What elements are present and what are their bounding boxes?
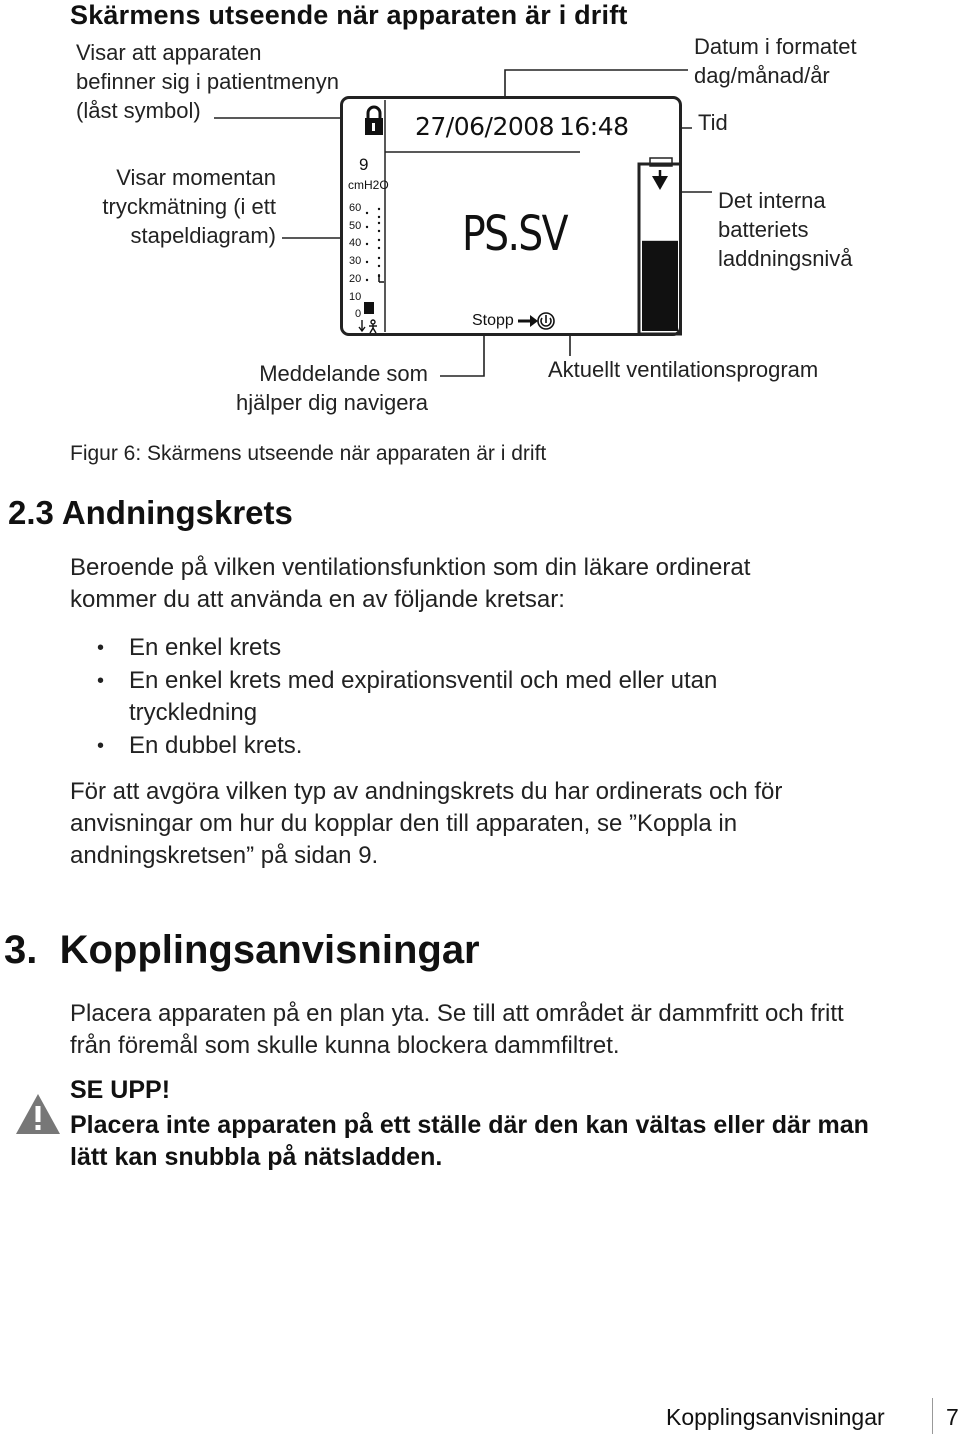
warning-title: SE UPP! xyxy=(70,1076,171,1104)
callout-time: Tid xyxy=(698,110,728,135)
callout-date-line: Datum i formatet xyxy=(694,34,857,59)
callout-battery-line: laddningsnivå xyxy=(718,246,853,271)
list-item-text: En enkel krets med expirationsventil och med eller utan tryckledning xyxy=(129,667,718,726)
scale-tick: 50 xyxy=(349,220,362,232)
stop-arrow-icon xyxy=(518,315,538,327)
screen-pressure-value: 9 xyxy=(359,155,369,174)
scale-tick: 40 xyxy=(349,237,362,249)
battery-gauge xyxy=(639,158,681,334)
footer-label: Kopplingsanvisningar xyxy=(666,1404,885,1430)
paragraph-line: För att avgöra vilken typ av andningskrets du har ordinerats och för xyxy=(70,778,783,805)
callout-pressure-line: Visar momentan xyxy=(116,165,276,190)
callout-battery-line: batteriets xyxy=(718,217,809,242)
figure-title: Skärmens utseende när apparaten är i drift xyxy=(70,0,628,30)
callout-message-line: hjälper dig navigera xyxy=(235,390,428,415)
callout-program: Aktuellt ventilationsprogram xyxy=(548,357,819,382)
bullet-list xyxy=(70,632,890,763)
lock-icon xyxy=(365,107,383,135)
scale-tick: 30 xyxy=(349,255,362,267)
warning-text: Placera inte apparaten på ett ställe där den kan vältas eller där man lätt kan snubbla på nätsladden. xyxy=(70,1111,869,1171)
page-number: 7 xyxy=(946,1404,959,1430)
screen-date: 27/06/2008 xyxy=(415,112,555,141)
paragraph-line: anvisningar om hur du kopplar den till apparaten, se ”Koppla in xyxy=(70,810,738,837)
section-title: 2.3 Andningskrets xyxy=(8,494,293,531)
list-item-text: En dubbel krets. xyxy=(129,732,303,759)
footer-divider xyxy=(932,1398,933,1434)
callout-battery-line: Det interna xyxy=(718,188,826,213)
paragraph-line: från föremål som skulle kunna blockera dammfiltret. xyxy=(70,1032,620,1059)
patient-icon xyxy=(359,320,377,333)
battery-fill xyxy=(642,241,678,331)
section-title: 3. Kopplingsanvisningar xyxy=(4,928,480,972)
power-icon xyxy=(538,313,554,329)
callout-locked-line: (låst symbol) xyxy=(76,98,201,123)
paragraph xyxy=(70,998,844,1062)
list-item-text: En enkel krets xyxy=(129,634,282,661)
list-item: • En enkel krets xyxy=(97,634,282,661)
paragraph xyxy=(70,552,750,616)
paragraph-line: Beroende på vilken ventilationsfunktion som din läkare ordinerat xyxy=(70,554,751,581)
screen-pressure-unit: cmH2O xyxy=(348,178,389,192)
callout-date-line: dag/månad/år xyxy=(694,63,830,88)
callout-pressure-line: stapeldiagram) xyxy=(130,223,276,248)
scale-tick: 0 xyxy=(355,308,362,320)
scale-tick: 10 xyxy=(349,291,362,303)
screen-time: 16:48 xyxy=(559,112,629,141)
paragraph-line: kommer du att använda en av följande kretsar: xyxy=(70,586,565,613)
screen-message: Stopp xyxy=(472,312,514,329)
callout-message-line: Meddelande som xyxy=(259,361,428,386)
paragraph-line: Placera apparaten på en plan yta. Se till att området är dammfritt och fritt xyxy=(70,1000,844,1027)
callout-pressure-line: tryckmätning (i ett xyxy=(102,194,276,219)
screen-mode: PS.SV xyxy=(462,206,567,262)
paragraph-line: andningskretsen” på sidan 9. xyxy=(70,842,379,869)
figure-caption: Figur 6: Skärmens utseende när apparaten är i drift xyxy=(70,442,547,465)
callout-locked-line: Visar att apparaten xyxy=(76,40,262,65)
callout-locked-line: befinner sig i patientmenyn xyxy=(76,69,339,94)
paragraph xyxy=(70,776,782,872)
list-item: • En dubbel krets. xyxy=(97,732,303,759)
warning-icon xyxy=(14,1092,62,1136)
list-item: • En enkel krets med expirationsventil och med eller utan tryckledning xyxy=(97,667,718,726)
scale-tick: 60 xyxy=(349,202,362,214)
scale-tick: 20 xyxy=(349,273,362,285)
